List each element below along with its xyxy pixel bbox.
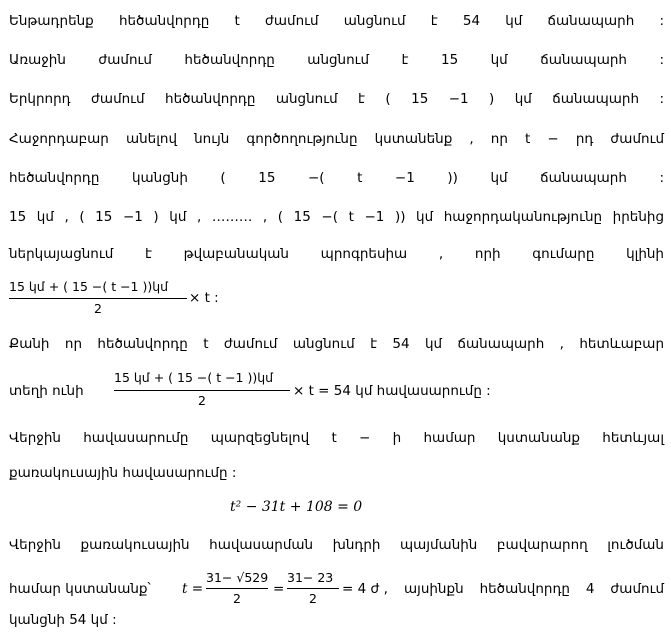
text-line-4: Հաջորդաբար անելով նույն գործողությունը կստանենք , որ t − րդ ժամում	[9, 131, 664, 147]
equation-fraction-denominator: 2	[198, 393, 206, 408]
equation-line-prefix: տեղի ունի	[9, 383, 84, 399]
root-variable: t =	[182, 581, 204, 597]
fraction-bar	[114, 390, 290, 391]
root-equals-1: =	[273, 581, 285, 597]
sum-fraction-denominator: 2	[94, 301, 102, 316]
fraction-bar	[9, 298, 187, 299]
root-line-prefix: համար կստանանք՝	[9, 581, 151, 597]
root-fraction-1-numerator: 31− √529	[206, 570, 269, 585]
fraction-bar	[206, 588, 268, 589]
text-line-3: Երկրորդ ժամում հեծանվորդը անցնում է ( 15 −1 ) կմ ճանապարհ :	[9, 91, 664, 107]
root-line-suffix: այսինքն հեծանվորդը 4 ժամում	[404, 581, 664, 597]
root-fraction-2-denominator: 2	[309, 591, 317, 606]
text-line-7: ներկայացնում է թվաբանական պրոգրեսիա , որի գումարը կլինի	[9, 246, 664, 262]
sum-fraction	[9, 279, 187, 319]
root-result: = 4 ժ ,	[342, 581, 388, 597]
root-fraction-2-numerator: 31− 23	[287, 570, 334, 585]
equation-fraction	[114, 370, 290, 410]
text-line-9: Քանի որ հեծանվորդը t ժամում անցնում է 54 կմ ճանապարհ , հետևաբար	[9, 336, 664, 352]
equation-fraction-numerator: 15 կմ + ( 15 −( t −1 ))կմ	[114, 370, 274, 385]
sum-fraction-suffix: × t :	[189, 290, 219, 306]
equation-line-suffix: × t = 54 կմ հավասարումը :	[293, 383, 491, 399]
text-line-13: Վերջին քառակուսային հավասարման խնդրի պայմանին բավարարող լուծման	[9, 537, 664, 553]
text-line-1: Ենթադրենք հեծանվորդը t ժամում անցնում է 54 կմ ճանապարհ :	[9, 13, 664, 29]
quadratic-equation: t² − 31t + 108 = 0	[230, 499, 363, 515]
root-fraction-2	[287, 570, 339, 610]
text-line-6: 15 կմ , ( 15 −1 ) կմ , ……… , ( 15 −( t −1 )) կմ հաջորդականությունը իրենից	[9, 209, 664, 225]
root-fraction-1	[206, 570, 268, 610]
fraction-bar	[287, 588, 339, 589]
text-line-5: հեծանվորդը կանցնի ( 15 −( t −1 )) կմ ճանապարհ :	[9, 170, 664, 186]
text-line-15: կանցնի 54 կմ :	[9, 612, 117, 628]
text-line-12: քառակուսային հավասարումը :	[9, 465, 237, 481]
text-line-2: Առաջին ժամում հեծանվորդը անցնում է 15 կմ ճանապարհ :	[9, 52, 664, 68]
text-line-11: Վերջին հավասարումը պարզեցնելով t − ի համար կստանանք հետևյալ	[9, 430, 664, 446]
sum-fraction-numerator: 15 կմ + ( 15 −( t −1 ))կմ	[9, 279, 169, 294]
root-fraction-1-denominator: 2	[233, 591, 241, 606]
